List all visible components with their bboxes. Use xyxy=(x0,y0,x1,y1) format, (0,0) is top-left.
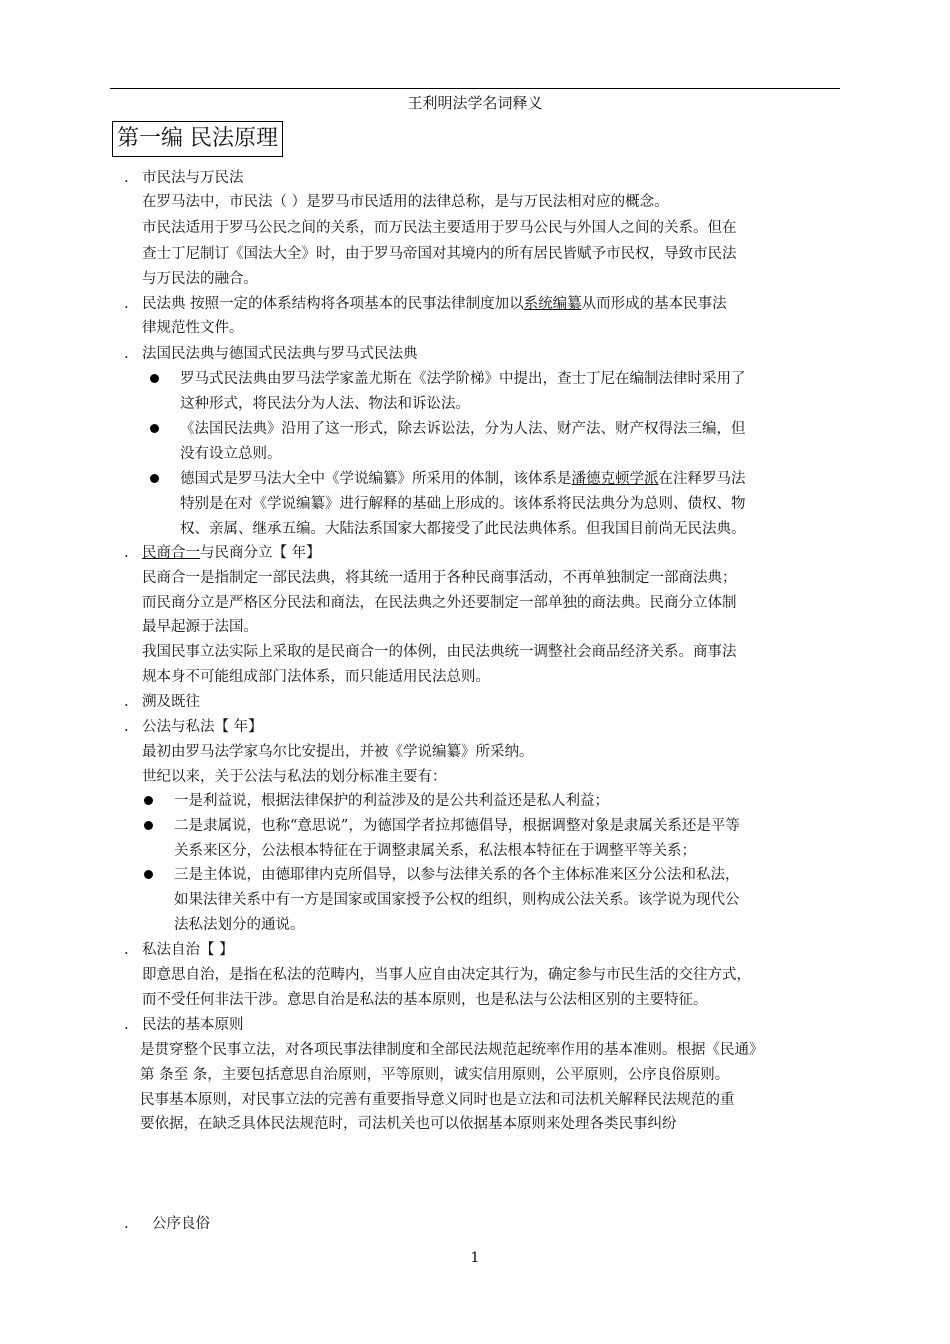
text-segment: 从而形成的基本民事法 xyxy=(581,296,727,312)
bullet-line xyxy=(180,467,746,491)
section-marker: . xyxy=(124,545,129,561)
paragraph-line: 规本身不可能组成部门法体系，而只能适用民法总则。 xyxy=(142,669,490,685)
text-segment: 民法典 按照一定的体系结构将各项基本的民事法律制度加以 xyxy=(142,296,524,312)
section-heading: 溯及既往 xyxy=(142,694,200,710)
paragraph-line: 与万民法的融合。 xyxy=(142,271,258,287)
section-marker: . xyxy=(124,170,129,186)
section-marker: . xyxy=(124,1017,129,1033)
section-heading: 民法的基本原则 xyxy=(142,1017,244,1033)
text-segment: 与民商分立【 年】 xyxy=(200,545,321,561)
bullet-line: 关系来区分，公法根本特征在于调整隶属关系，私法根本特征在于调整平等关系； xyxy=(174,843,696,859)
bullet-line: 特别是在对《学说编纂》进行解释的基础上形成的。该体系将民法典分为总则、债权、物 xyxy=(180,496,746,512)
bullet-line: 罗马式民法典由罗马法学家盖尤斯在《法学阶梯》中提出，查士丁尼在编制法律时采用了 xyxy=(180,371,746,387)
page-number: 1 xyxy=(470,1250,480,1266)
paragraph-line: 是贯穿整个民事立法，对各项民事法律制度和全部民法规范起统率作用的基本准则。根据《民通》 xyxy=(140,1042,764,1058)
chapter-title: 第一编 民法原理 xyxy=(112,121,283,157)
section-heading: 法国民法典与德国式民法典与罗马式民法典 xyxy=(142,346,418,362)
bullet-icon xyxy=(150,474,159,483)
bullet-line: 三是主体说，由德耶律内克所倡导，以参与法律关系的各个主体标准来区分公法和私法， xyxy=(174,867,740,883)
bullet-icon xyxy=(144,796,153,805)
paragraph-line: 最早起源于法国。 xyxy=(142,619,258,635)
paragraph-line: 即意思自治，是指在私法的范畴内，当事人应自由决定其行为，确定参与市民生活的交往方式， xyxy=(142,967,751,983)
section-heading: 公法与私法【 年】 xyxy=(142,719,263,735)
paragraph-line: 世纪以来，关于公法与私法的划分标准主要有： xyxy=(142,769,447,785)
paragraph-line: 民事基本原则，对民事立法的完善有重要指导意义同时也是立法和司法机关解释民法规范的重 xyxy=(140,1092,735,1108)
bullet-line: 没有设立总则。 xyxy=(180,446,282,462)
section-marker: . xyxy=(124,1216,129,1232)
paragraph-line: 我国民事立法实际上采取的是民商合一的体例，由民法典统一调整社会商品经济关系。商事法 xyxy=(142,644,737,660)
bullet-line: 权、亲属、继承五编。大陆法系国家大都接受了此民法典体系。但我国目前尚无民法典。 xyxy=(180,521,746,537)
underlined-term: 民商合一 xyxy=(142,545,200,561)
page-header-title: 王利明法学名词释义 xyxy=(407,94,543,112)
paragraph-line: 第 条至 条，主要包括意思自治原则，平等原则，诚实信用原则，公平原则，公序良俗原则。 xyxy=(140,1067,730,1083)
bullet-icon xyxy=(150,374,159,383)
paragraph-line: 民商合一是指制定一部民法典，将其统一适用于各种民商事活动，不再单独制定一部商法典； xyxy=(142,570,737,586)
bullet-line: 一是利益说，根据法律保护的利益涉及的是公共利益还是私人利益； xyxy=(174,793,609,809)
section-heading: 私法自治【 】 xyxy=(142,942,234,958)
bullet-icon xyxy=(144,870,153,879)
bullet-line: 《法国民法典》沿用了这一形式，除去诉讼法，分为人法、财产法、财产权得法三编，但 xyxy=(180,421,746,437)
paragraph-line: 而不受任何非法干涉。意思自治是私法的基本原则，也是私法与公法相区别的主要特征。 xyxy=(142,992,708,1008)
bullet-icon xyxy=(150,424,159,433)
bullet-line: 这种形式，将民法分为人法、物法和诉讼法。 xyxy=(180,396,470,412)
bullet-line: 法私法划分的通说。 xyxy=(174,917,305,933)
paragraph-line xyxy=(142,292,727,316)
paragraph-line: 而民商分立是严格区分民法和商法，在民法典之外还要制定一部单独的商法典。民商分立体制 xyxy=(142,595,737,611)
paragraph-line: 在罗马法中，市民法（ ）是罗马市民适用的法律总称，是与万民法相对应的概念。 xyxy=(142,194,669,210)
bullet-line: 二是隶属说，也称“意思说”，为德国学者拉邦德倡导，根据调整对象是隶属关系还是平等 xyxy=(174,818,740,834)
section-marker: . xyxy=(124,719,129,735)
section-heading: 市民法与万民法 xyxy=(142,170,244,186)
paragraph-line: 最初由罗马法学家乌尔比安提出，并被《学说编纂》所采纳。 xyxy=(142,744,534,760)
underlined-term: 系统编纂 xyxy=(523,296,582,312)
header-rule xyxy=(110,88,840,89)
section-marker: . xyxy=(124,942,129,958)
text-segment: 德国式是罗马法大全中《学说编纂》所采用的体制，该体系是 xyxy=(180,471,572,487)
section-marker: . xyxy=(124,694,129,710)
paragraph-line: 要依据，在缺乏具体民法规范时，司法机关也可以依据基本原则来处理各类民事纠纷 xyxy=(140,1116,677,1132)
section-heading: 公序良俗 xyxy=(152,1216,210,1232)
bullet-icon xyxy=(144,821,153,830)
section-marker: . xyxy=(124,346,129,362)
paragraph-line: 市民法适用于罗马公民之间的关系，而万民法主要适用于罗马公民与外国人之间的关系。但在 xyxy=(142,220,737,236)
paragraph-line: 查士丁尼制订《国法大全》时，由于罗马帝国对其境内的所有居民皆赋予市民权，导致市民法 xyxy=(142,246,737,262)
bullet-line: 如果法律关系中有一方是国家或国家授予公权的组织，则构成公法关系。该学说为现代公 xyxy=(174,892,740,908)
section-heading xyxy=(142,541,321,565)
section-marker: . xyxy=(124,296,129,312)
paragraph-line: 律规范性文件。 xyxy=(142,320,244,336)
text-segment: 在注释罗马法 xyxy=(658,471,746,487)
underlined-term: 潘德克顿学派 xyxy=(571,471,659,487)
